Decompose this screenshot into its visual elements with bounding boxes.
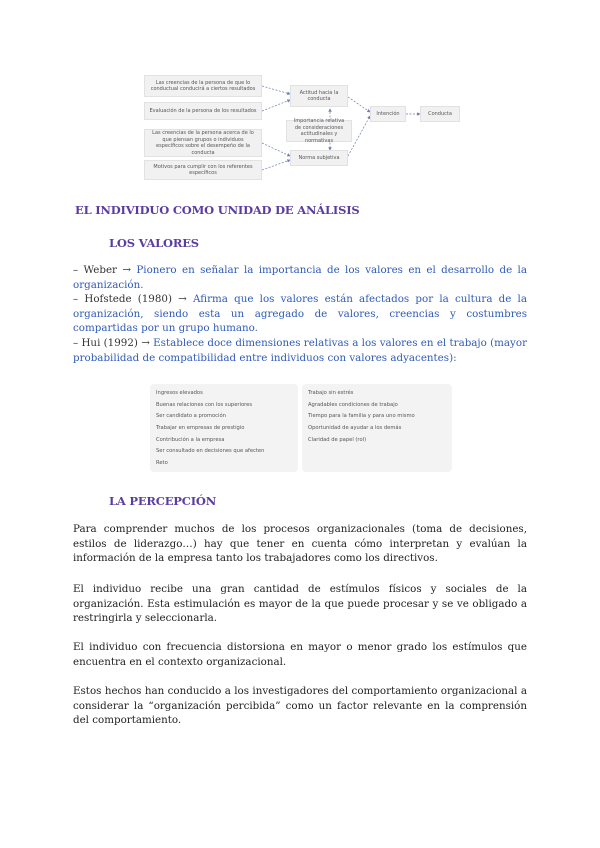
diagram-box-evaluation: Evaluación de la persona de los resultados <box>144 102 262 120</box>
theory-of-reasoned-action-diagram <box>140 72 470 184</box>
table-column-right <box>302 384 452 472</box>
table-cell: Agradables condiciones de trabajo <box>308 401 398 408</box>
table-cell: Reto <box>156 460 168 467</box>
section-heading-individual: EL INDIVIDUO COMO UNIDAD DE ANÁLISIS <box>75 203 360 217</box>
table-cell: Ingresos elevados <box>156 390 203 396</box>
paragraph: El individuo con frecuencia distorsiona en mayor o menor grado los estímulos que encuentra en el contexto organizacional. <box>73 641 527 668</box>
diagram-box-relative-importance: Importancia relativa de consideraciones actitudinales y normativas <box>286 120 352 142</box>
diagram-box-behavior: Conducta <box>420 106 460 122</box>
diagram-box-beliefs: Las creencias de la persona de que lo conductual conducirá a ciertos resultados <box>144 75 262 97</box>
author-label: – Hui (1992) → <box>73 336 150 349</box>
table-cell: Claridad de papel (rol) <box>308 436 367 443</box>
table-cell: Ser consultado en decisiones que afecten <box>156 448 265 455</box>
paragraph: Para comprender muchos de los procesos organizacionales (toma de decisiones, estilos de liderazgo…) hay que tener en cuenta cómo interpretan y evalúan la información de la empresa tanto los trabajadores como los directivos. <box>73 523 527 565</box>
diagram-box-attitude: Actitud hacia la conducta <box>290 85 348 107</box>
diagram-box-motivation: Motivos para cumplir con los referentes específicos <box>144 160 262 180</box>
table-cell: Trabajo sin estrés <box>308 390 354 396</box>
list-item <box>73 292 527 336</box>
author-label: – Hofstede (1980) → <box>73 293 187 306</box>
values-list <box>73 263 527 365</box>
work-values-table <box>150 384 452 472</box>
paragraph: El individuo recibe una gran cantidad de estímulos físicos y sociales de la organización. Esta estimulación es mayor de la que puede procesar y se ve obligado a restringirla y seleccionarla. <box>73 583 527 625</box>
table-cell: Ser candidato a promoción <box>156 413 226 420</box>
table-cell: Trabajar en empresas de prestigio <box>156 425 245 432</box>
table-cell: Oportunidad de ayudar a los demás <box>308 425 402 432</box>
list-item <box>73 336 527 365</box>
diagram-box-normative-beliefs: Las creencias de la persona acerca de lo que piensan grupos o individuos específicos sobre el desempeño de la conducta <box>144 129 262 157</box>
table-cell: Buenas relaciones con los superiores <box>156 401 253 408</box>
author-description: Establece doce dimensiones relativas a los valores en el trabajo (mayor probabilidad de compatibilidad entre individuos con valores adyacentes): <box>73 336 527 364</box>
author-description: Afirma que los valores están afectados por la cultura de la organización, siendo esta un agregado de valores, creencias y costumbres compartidas por un grupo humano. <box>73 293 527 335</box>
list-item <box>73 263 527 292</box>
paragraph: Estos hechos han conducido a los investigadores del comportamiento organizacional a considerar la “organización percibida” como un factor relevante en la comprensión del comportamiento. <box>73 685 527 727</box>
subheading-values: LOS VALORES <box>109 236 199 250</box>
table-cell: Tiempo para la familia y para uno mismo <box>308 413 415 420</box>
diagram-box-intention: Intención <box>370 106 406 122</box>
table-column-left <box>150 384 298 472</box>
author-description: Pionero en señalar la importancia de los valores en el desarrollo de la organización. <box>73 264 527 291</box>
author-label: – Weber → <box>73 264 131 276</box>
diagram-box-subjective-norm: Norma subjetiva <box>290 150 348 166</box>
table-cell: Contribución a la empresa <box>156 436 225 443</box>
subheading-perception: LA PERCEPCIÓN <box>109 494 217 508</box>
